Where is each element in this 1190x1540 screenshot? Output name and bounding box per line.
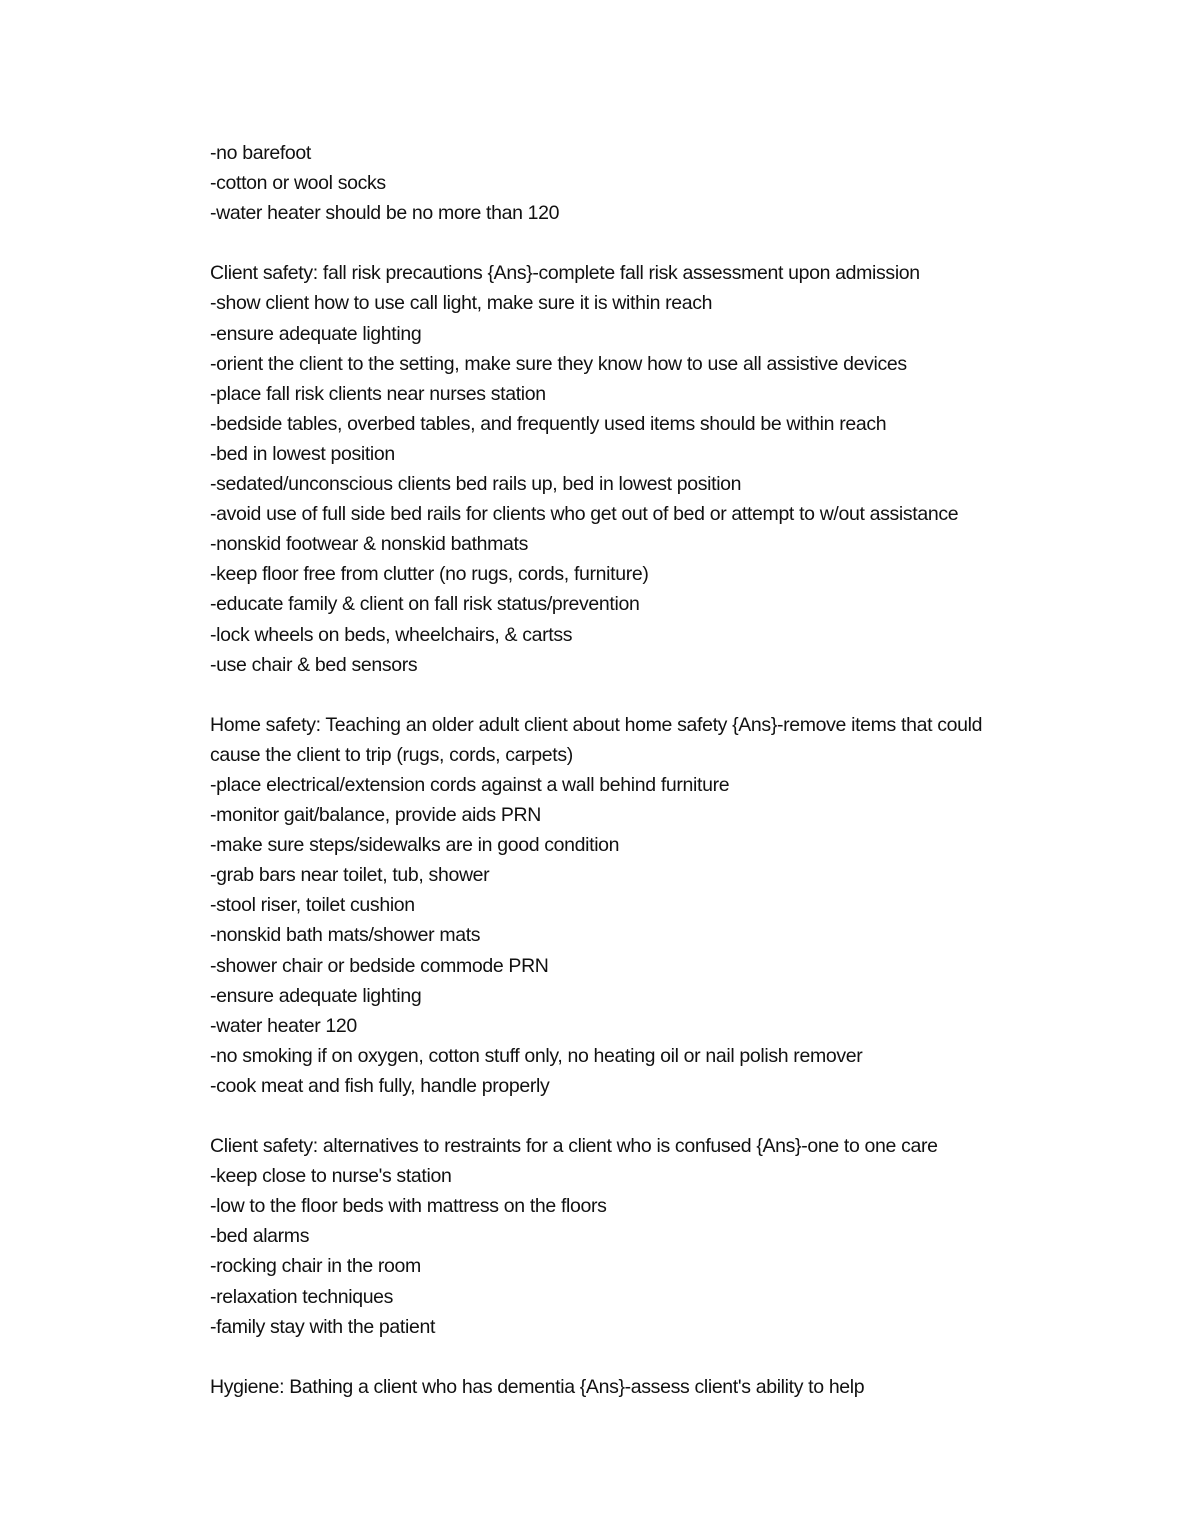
text-line: -monitor gait/balance, provide aids PRN (210, 804, 542, 827)
text-line: -nonskid bath mats/shower mats (210, 924, 481, 947)
text-line: -ensure adequate lighting (210, 984, 422, 1007)
text-line: -bed alarms (210, 1225, 310, 1248)
text-line: -water heater 120 (210, 1014, 357, 1037)
text-line: -place electrical/extension cords against a wall behind furniture (210, 773, 730, 796)
text-line: -educate family & client on fall risk status/prevention (210, 593, 640, 616)
text-line: -grab bars near toilet, tub, shower (210, 864, 490, 887)
text-line: -make sure steps/sidewalks are in good condition (210, 834, 620, 857)
text-line: -cook meat and fish fully, handle properly (210, 1074, 550, 1097)
text-line: -no barefoot (210, 142, 311, 164)
text-line: -avoid use of full side bed rails for clients who get out of bed or attempt to w/out assistance (210, 503, 959, 526)
paragraph-gap (210, 228, 1050, 258)
text-line: -family stay with the patient (210, 1315, 436, 1338)
text-line: -shower chair or bedside commode PRN (210, 954, 549, 977)
text-line: -use chair & bed sensors (210, 653, 418, 676)
text-line: -place fall risk clients near nurses station (210, 382, 546, 405)
text-line: -cotton or wool socks (210, 172, 386, 195)
section-heading-hygiene: Hygiene: Bathing a client who has dementia {Ans}-assess client's ability to help (210, 1375, 865, 1398)
text-line: -stool riser, toilet cushion (210, 894, 415, 917)
section-heading-fall-risk: Client safety: fall risk precautions {Ans}-complete fall risk assessment upon admission (210, 262, 920, 285)
text-line: -keep floor free from clutter (no rugs, cords, furniture) (210, 563, 649, 586)
text-line: -orient the client to the setting, make sure they know how to use all assistive devices (210, 352, 907, 375)
text-line: -no smoking if on oxygen, cotton stuff only, no heating oil or nail polish remover (210, 1044, 863, 1067)
text-line: -bed in lowest position (210, 442, 395, 465)
text-line: -nonskid footwear & nonskid bathmats (210, 533, 528, 556)
text-line: -water heater should be no more than 120 (210, 202, 560, 225)
text-line: -rocking chair in the room (210, 1255, 421, 1278)
text-line: -bedside tables, overbed tables, and frequently used items should be within reach (210, 412, 887, 435)
text-line: -ensure adequate lighting (210, 322, 422, 345)
text-line: cause the client to trip (rugs, cords, carpets) (210, 743, 573, 766)
section-heading-home-safety: Home safety: Teaching an older adult client about home safety {Ans}-remove items that could (210, 713, 983, 736)
paragraph-gap (210, 680, 1050, 710)
document-body (210, 138, 1050, 1402)
paragraph-gap (210, 1342, 1050, 1372)
section-heading-restraint-alternatives: Client safety: alternatives to restraints for a client who is confused {Ans}-one to one care (210, 1135, 938, 1158)
text-line: -low to the floor beds with mattress on the floors (210, 1195, 607, 1218)
paragraph-gap (210, 1101, 1050, 1131)
text-line: -lock wheels on beds, wheelchairs, & cartss (210, 623, 573, 646)
text-line: -show client how to use call light, make sure it is within reach (210, 292, 713, 315)
text-line: -sedated/unconscious clients bed rails up, bed in lowest position (210, 473, 742, 496)
text-line: -keep close to nurse's station (210, 1165, 452, 1188)
text-line: -relaxation techniques (210, 1285, 394, 1308)
